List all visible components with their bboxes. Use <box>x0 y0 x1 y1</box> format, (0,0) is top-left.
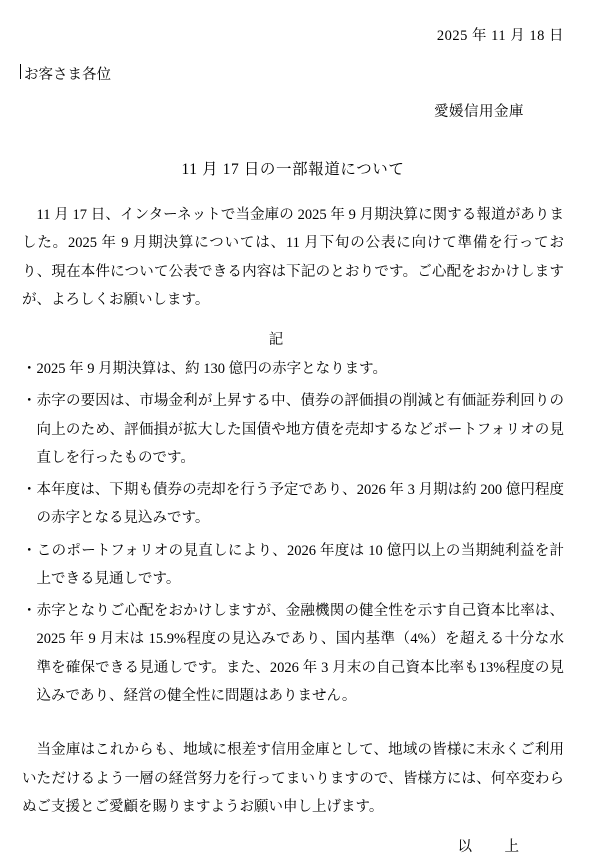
ki-marker: 記 <box>268 332 284 349</box>
closing-paragraph: 当金庫はこれからも、地域に根差す信用金庫として、地域の皆様に末永くご利用いただけるよう一層の経営努力を行ってまいりますので、皆様方には、何卒変わらぬご支援とご愛顧を賜りますようお願い申し上げます。 <box>22 742 564 815</box>
document-end-marker: 以 上 <box>457 839 528 856</box>
list-item: ・赤字となりご心配をおかけしますが、金融機関の健全性を示す自己資本比率は、2025 年 9 月末は 15.9%程度の見込みであり、国内基準（4%）を超える十分な水準を確保できる見通しです。また、2026 年 3 月末の自己資本比率も13%程度の見込みであり、経営の健全性に問題はありません。 <box>22 603 564 704</box>
bullet-list <box>22 355 564 710</box>
list-item: ・このポートフォリオの見直しにより、2026 年度は 10 億円以上の当期純利益を計上できる見通しです。 <box>22 542 564 587</box>
list-item: ・2025 年 9 月期決算は、約 130 億円の赤字となります。 <box>22 361 387 378</box>
text-cursor <box>20 64 21 79</box>
document-date: 2025 年 11 月 18 日 <box>436 28 564 44</box>
list-item: ・赤字の要因は、市場金利が上昇する中、債券の評価損の削減と有価証券利回りの向上のため、評価損が拡大した国債や地方債を売却するなどポートフォリオの見直しを行ったものです。 <box>22 393 564 466</box>
page-title: 11 月 17 日の一部報道について <box>181 161 405 178</box>
intro-paragraph: 11 月 17 日、インターネットで当金庫の 2025 年 9 月期決算に関する報道がありました。2025 年 9 月期決算については、11 月下旬の公表に向けて準備を行っており、現在本件について公表できる内容は下記のとおりです。ご心配をおかけしますが、よろしくお願いします。 <box>22 207 564 308</box>
list-item: ・本年度は、下期も債券の売却を行う予定であり、2026 年 3 月期は約 200 億円程度の赤字となる見込みです。 <box>22 482 564 527</box>
document-sender: 愛媛信用金庫 <box>434 104 524 120</box>
document-addressee <box>22 63 564 84</box>
addressee-label: お客さま各位 <box>24 67 111 83</box>
